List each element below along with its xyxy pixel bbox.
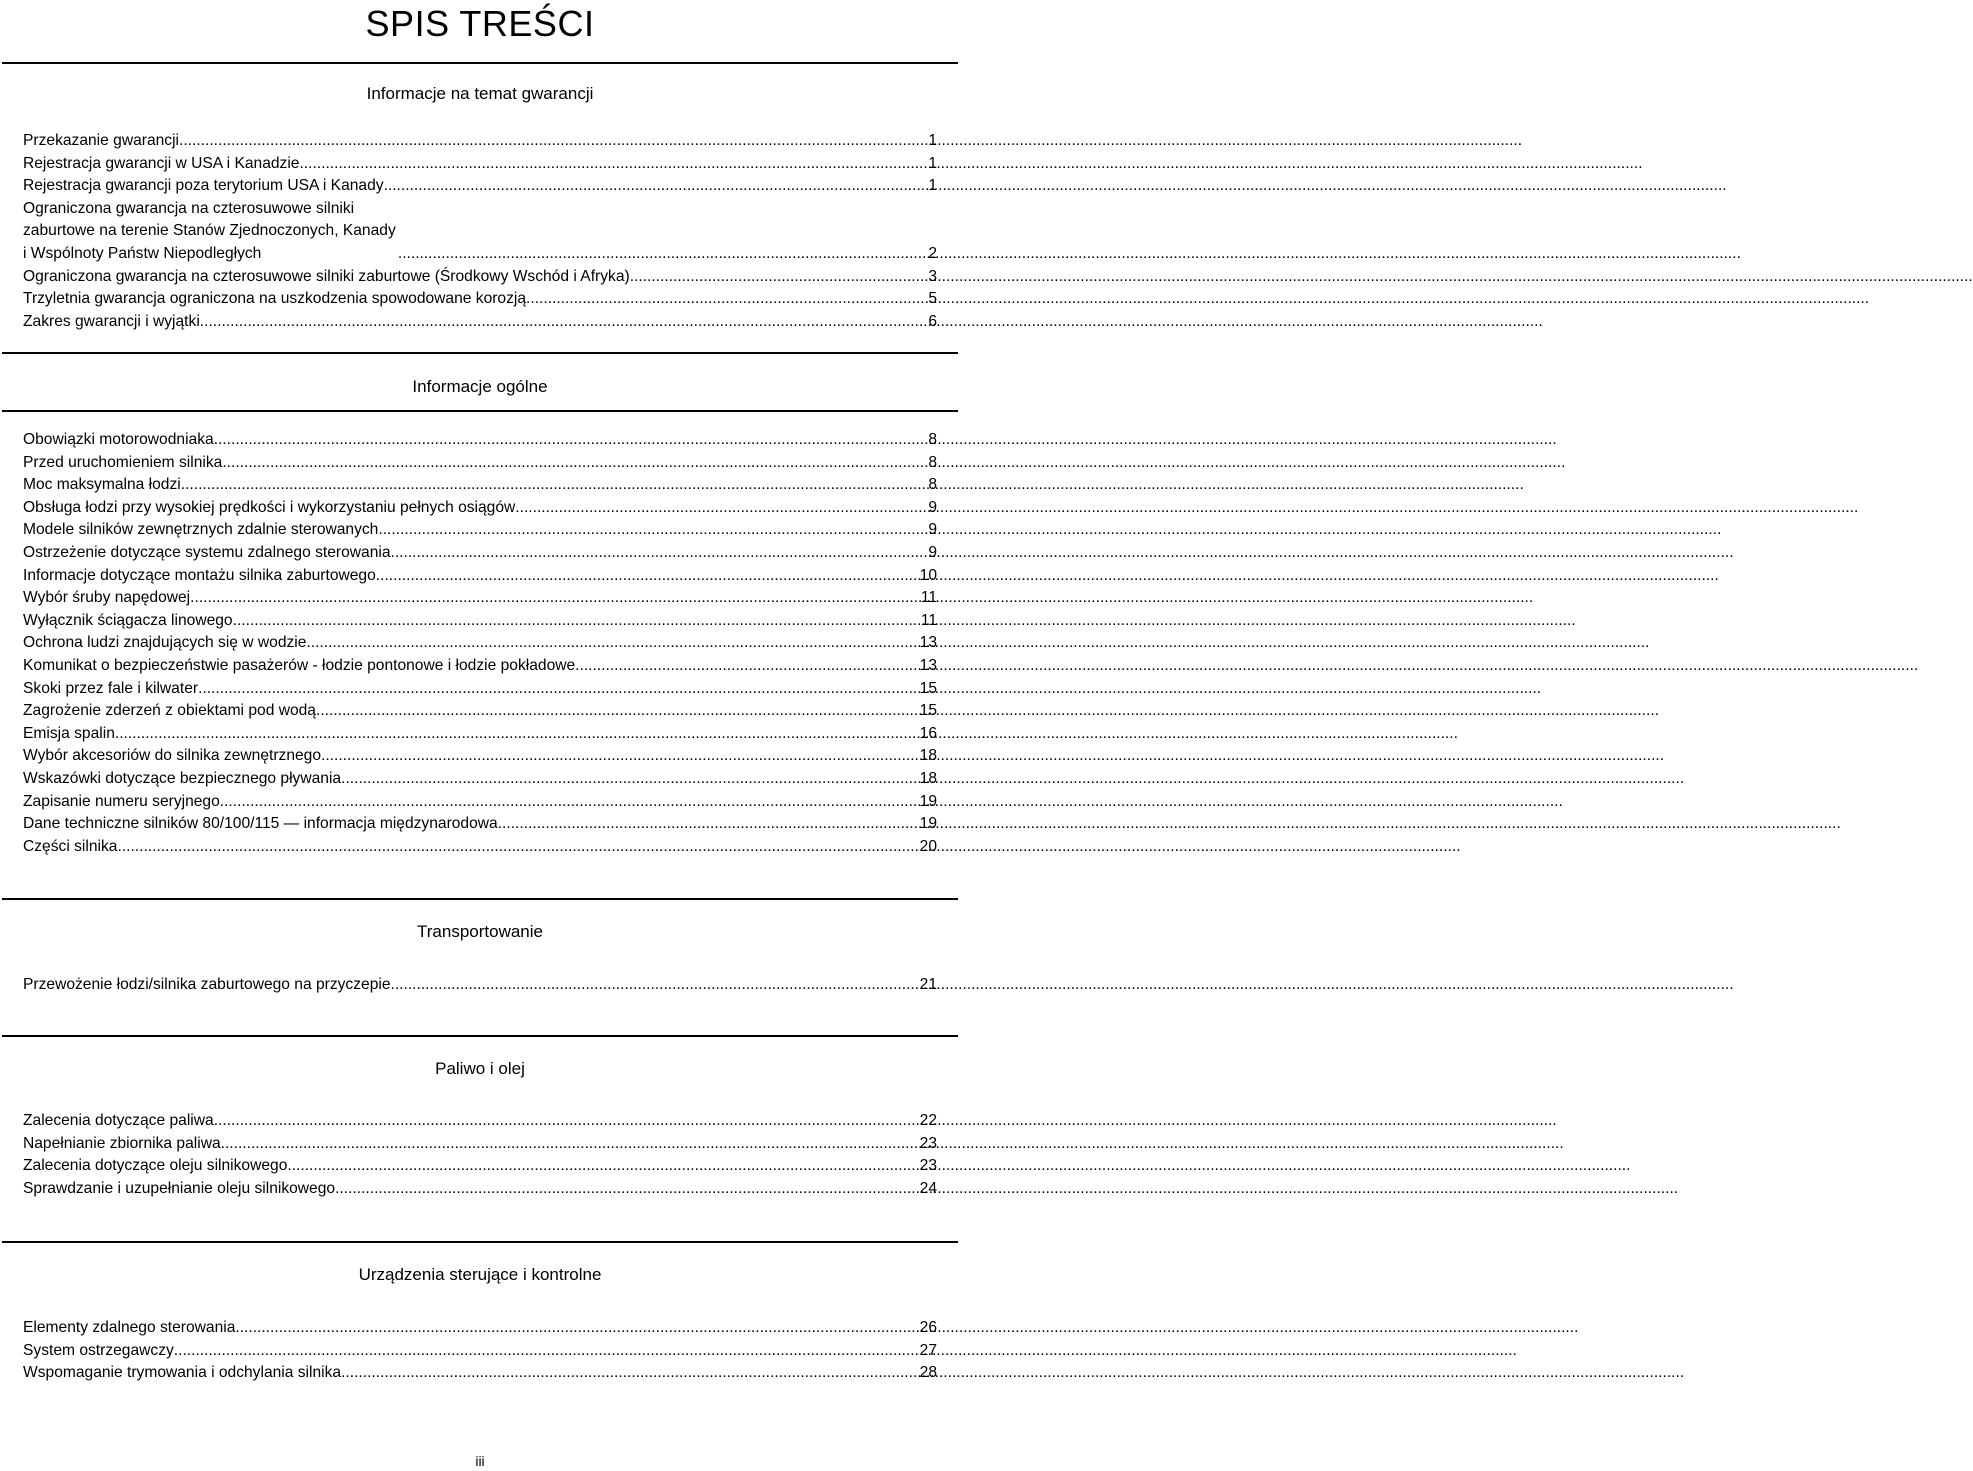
toc-entry-link[interactable] bbox=[23, 266, 937, 289]
toc-entry-link[interactable] bbox=[23, 723, 937, 746]
toc-page-number: 1 bbox=[928, 177, 937, 195]
toc-entry-link[interactable] bbox=[23, 1340, 937, 1363]
toc-entry-link[interactable] bbox=[23, 130, 937, 153]
toc-entry-title: Rejestracja gwarancji poza terytorium USA i Kanady bbox=[23, 177, 384, 195]
toc-page-number: 26 bbox=[919, 1319, 937, 1336]
section-title: Informacje ogólne bbox=[412, 377, 548, 396]
toc-page-number: 23 bbox=[919, 1134, 937, 1152]
toc-entry-link[interactable] bbox=[23, 311, 937, 334]
dot-leader bbox=[515, 497, 927, 520]
toc-page-number: 15 bbox=[919, 702, 937, 720]
toc-entry-link[interactable] bbox=[23, 678, 937, 701]
dot-leader bbox=[287, 1155, 918, 1178]
toc-page-number: 20 bbox=[919, 837, 937, 855]
toc-list bbox=[23, 130, 937, 333]
dot-leader bbox=[341, 1362, 919, 1385]
toc-entry-title: Zalecenia dotyczące oleju silnikowego bbox=[23, 1157, 288, 1175]
toc-page-number: 2 bbox=[928, 244, 937, 262]
dot-leader bbox=[115, 723, 919, 746]
dot-leader bbox=[321, 745, 919, 768]
toc-entry-title: Zagrożenie zderzeń z obiektami pod wodą bbox=[23, 702, 316, 720]
toc-entry-link[interactable] bbox=[23, 565, 937, 588]
dot-leader bbox=[391, 542, 928, 565]
dot-leader bbox=[316, 700, 919, 723]
toc-entry-title: Ograniczona gwarancja na czterosuwowe silniki zaburtowe (Środkowy Wschód i Afryka) bbox=[23, 267, 630, 285]
dot-leader bbox=[526, 288, 927, 311]
toc-page-number: 9 bbox=[928, 498, 937, 516]
section-divider bbox=[2, 410, 958, 412]
toc-entry-title: Zakres gwarancji i wyjątki bbox=[23, 312, 200, 330]
toc-list bbox=[23, 1317, 937, 1385]
toc-entry-title: Przewożenie łodzi/silnika zaburtowego na przyczepie bbox=[23, 976, 391, 993]
dot-leader bbox=[299, 153, 927, 176]
section-divider bbox=[2, 1035, 958, 1037]
toc-entry-link[interactable] bbox=[23, 1317, 937, 1340]
toc-list bbox=[23, 1110, 937, 1200]
toc-page-number: 19 bbox=[919, 815, 937, 833]
toc-entry-title: Emisja spalin bbox=[23, 724, 115, 742]
toc-page-number: 19 bbox=[919, 792, 937, 810]
toc-page-number: 9 bbox=[928, 521, 937, 539]
toc-list bbox=[23, 429, 937, 858]
toc-entry-title: Wybór akcesoriów do silnika zewnętrznego bbox=[23, 747, 322, 765]
toc-entry-title: Rejestracja gwarancji w USA i Kanadzie bbox=[23, 154, 300, 172]
toc-page-number: 6 bbox=[928, 312, 937, 330]
dot-leader bbox=[498, 813, 919, 836]
toc-page-number: 11 bbox=[920, 589, 937, 607]
dot-leader bbox=[214, 429, 928, 452]
toc-entry-link[interactable] bbox=[23, 768, 937, 791]
dot-leader bbox=[235, 1317, 918, 1340]
dot-leader bbox=[233, 610, 920, 633]
toc-entry-title: Modele silników zewnętrznych zdalnie sterowanych bbox=[23, 521, 379, 539]
dot-leader bbox=[200, 311, 928, 334]
dot-leader bbox=[630, 266, 928, 289]
toc-entry-title: Trzyletnia gwarancja ograniczona na uszkodzenia spowodowane korozją bbox=[23, 290, 527, 308]
toc-page-number: 5 bbox=[928, 290, 937, 308]
toc-entry-link[interactable] bbox=[23, 1362, 937, 1385]
toc-entry-title: Elementy zdalnego sterowania bbox=[23, 1319, 236, 1336]
toc-entry-link[interactable] bbox=[23, 198, 937, 266]
toc-entry-link[interactable] bbox=[23, 153, 937, 176]
toc-entry-link[interactable] bbox=[23, 974, 937, 997]
toc-entry-link[interactable] bbox=[23, 655, 937, 678]
toc-entry-link[interactable] bbox=[23, 497, 937, 520]
toc-entry-link[interactable] bbox=[23, 429, 937, 452]
dot-leader bbox=[214, 1110, 919, 1133]
toc-page-number: 8 bbox=[928, 431, 937, 448]
dot-leader bbox=[384, 175, 928, 198]
dot-leader bbox=[222, 452, 927, 475]
toc-page-number: 1 bbox=[928, 132, 937, 149]
dot-leader bbox=[117, 836, 918, 859]
toc-page-number: 10 bbox=[919, 566, 937, 584]
toc-entry-title: Wspomaganie trymowania i odchylania silnika bbox=[23, 1364, 342, 1382]
dot-leader bbox=[190, 587, 920, 610]
toc-page-number: 13 bbox=[919, 634, 937, 652]
toc-page-number: 22 bbox=[919, 1112, 937, 1129]
dot-leader bbox=[221, 1133, 919, 1156]
section-divider bbox=[2, 62, 958, 64]
toc-entry-link[interactable] bbox=[23, 836, 937, 859]
dot-leader bbox=[179, 130, 927, 153]
toc-page-number: 15 bbox=[919, 679, 937, 697]
dot-leader bbox=[198, 678, 919, 701]
section-title: Urządzenia sterujące i kontrolne bbox=[358, 1265, 602, 1284]
toc-page-number: 1 bbox=[928, 154, 937, 172]
toc-entry-link[interactable] bbox=[23, 288, 937, 311]
toc-entry-link[interactable] bbox=[23, 745, 937, 768]
section-divider bbox=[2, 898, 958, 900]
toc-page-number: 18 bbox=[919, 769, 937, 787]
toc-list bbox=[23, 974, 937, 997]
toc-entry-title: Wskazówki dotyczące bezpiecznego pływania bbox=[23, 769, 342, 787]
dot-leader bbox=[398, 243, 927, 266]
section-title: Informacje na temat gwarancji bbox=[366, 84, 594, 103]
toc-entry-title: Informacje dotyczące montażu silnika zaburtowego bbox=[23, 566, 376, 584]
toc-page-number: 18 bbox=[919, 747, 937, 765]
toc-entry-title: Ostrzeżenie dotyczące systemu zdalnego sterowania bbox=[23, 543, 391, 561]
section-divider bbox=[2, 1241, 958, 1243]
dot-leader bbox=[181, 474, 928, 497]
toc-page-number: 8 bbox=[928, 453, 937, 471]
toc-entry-link[interactable] bbox=[23, 1133, 937, 1156]
toc-page-number: 8 bbox=[928, 476, 937, 494]
section-title: Paliwo i olej bbox=[435, 1059, 525, 1078]
section-divider bbox=[2, 352, 958, 354]
toc-page-number: 13 bbox=[919, 656, 937, 674]
toc-entry-title: Wyłącznik ściągacza linowego bbox=[23, 611, 233, 629]
toc-page-number: 24 bbox=[919, 1179, 937, 1197]
toc-entry-title: Komunikat o bezpieczeństwie pasażerów - łodzie pontonowe i łodzie pokładowe bbox=[23, 656, 576, 674]
toc-page-number: 28 bbox=[919, 1364, 937, 1382]
toc-entry-title: Obowiązki motorowodniaka bbox=[23, 431, 214, 448]
toc-entry-title: System ostrzegawczy bbox=[23, 1341, 174, 1359]
toc-page-number: 27 bbox=[919, 1341, 937, 1359]
toc-entry-link[interactable] bbox=[23, 610, 937, 633]
toc-entry-title: Przed uruchomieniem silnika bbox=[23, 453, 223, 471]
dot-leader bbox=[376, 565, 919, 588]
toc-entry-title: Wybór śruby napędowej bbox=[23, 589, 191, 607]
page-title: SPIS TREŚCI bbox=[365, 3, 595, 44]
toc-entry-title: Moc maksymalna łodzi bbox=[23, 476, 181, 494]
toc-page-number: 21 bbox=[919, 976, 937, 993]
toc-page-number: 16 bbox=[919, 724, 937, 742]
toc-entry-title: Przekazanie gwarancji bbox=[23, 132, 180, 149]
toc-entry-link[interactable] bbox=[23, 791, 937, 814]
toc-entry-title: Napełnianie zbiornika paliwa bbox=[23, 1134, 221, 1152]
toc-entry-link[interactable] bbox=[23, 1110, 937, 1133]
toc-entry-link[interactable] bbox=[23, 175, 937, 198]
toc-entry-link[interactable] bbox=[23, 632, 937, 655]
dot-leader bbox=[378, 519, 927, 542]
dot-leader bbox=[306, 632, 918, 655]
toc-entry-link[interactable] bbox=[23, 700, 937, 723]
toc-entry-title: Części silnika bbox=[23, 837, 118, 855]
dot-leader bbox=[391, 974, 919, 997]
toc-entry-title: Zalecenia dotyczące paliwa bbox=[23, 1112, 214, 1129]
dot-leader bbox=[220, 791, 919, 814]
toc-entry-link[interactable] bbox=[23, 474, 937, 497]
toc-entry-link[interactable] bbox=[23, 452, 937, 475]
toc-page-number: 3 bbox=[928, 267, 937, 285]
toc-entry-link[interactable] bbox=[23, 1178, 937, 1201]
toc-entry-title: Ograniczona gwarancja na czterosuwowe silniki zaburtowe na terenie Stanów Zjednoczonych, Kanady i Wspólnoty Państw Niepodległych bbox=[23, 199, 396, 262]
dot-leader bbox=[335, 1178, 919, 1201]
toc-page-number: 11 bbox=[920, 611, 937, 629]
dot-leader bbox=[341, 768, 919, 791]
toc-entry-title: Sprawdzanie i uzupełnianie oleju silnikowego bbox=[23, 1179, 336, 1197]
toc-entry-link[interactable] bbox=[23, 1155, 937, 1178]
toc-entry-link[interactable] bbox=[23, 813, 937, 836]
toc-entry-link[interactable] bbox=[23, 519, 937, 542]
toc-page-number: 23 bbox=[919, 1157, 937, 1175]
toc-entry-link[interactable] bbox=[23, 587, 937, 610]
page-number: iii bbox=[475, 1453, 485, 1469]
toc-page-number: 9 bbox=[928, 543, 937, 561]
toc-entry-link[interactable] bbox=[23, 542, 937, 565]
toc-entry-title: Skoki przez fale i kilwater bbox=[23, 679, 199, 697]
toc-entry-title: Ochrona ludzi znajdujących się w wodzie bbox=[23, 634, 307, 652]
toc-entry-title: Zapisanie numeru seryjnego bbox=[23, 792, 220, 810]
section-title: Transportowanie bbox=[417, 922, 543, 941]
dot-leader bbox=[575, 655, 918, 678]
toc-entry-title: Dane techniczne silników 80/100/115 — informacja międzynarodowa bbox=[23, 815, 498, 833]
toc-entry-title: Obsługa łodzi przy wysokiej prędkości i wykorzystaniu pełnych osiągów bbox=[23, 498, 516, 516]
dot-leader bbox=[174, 1340, 919, 1363]
